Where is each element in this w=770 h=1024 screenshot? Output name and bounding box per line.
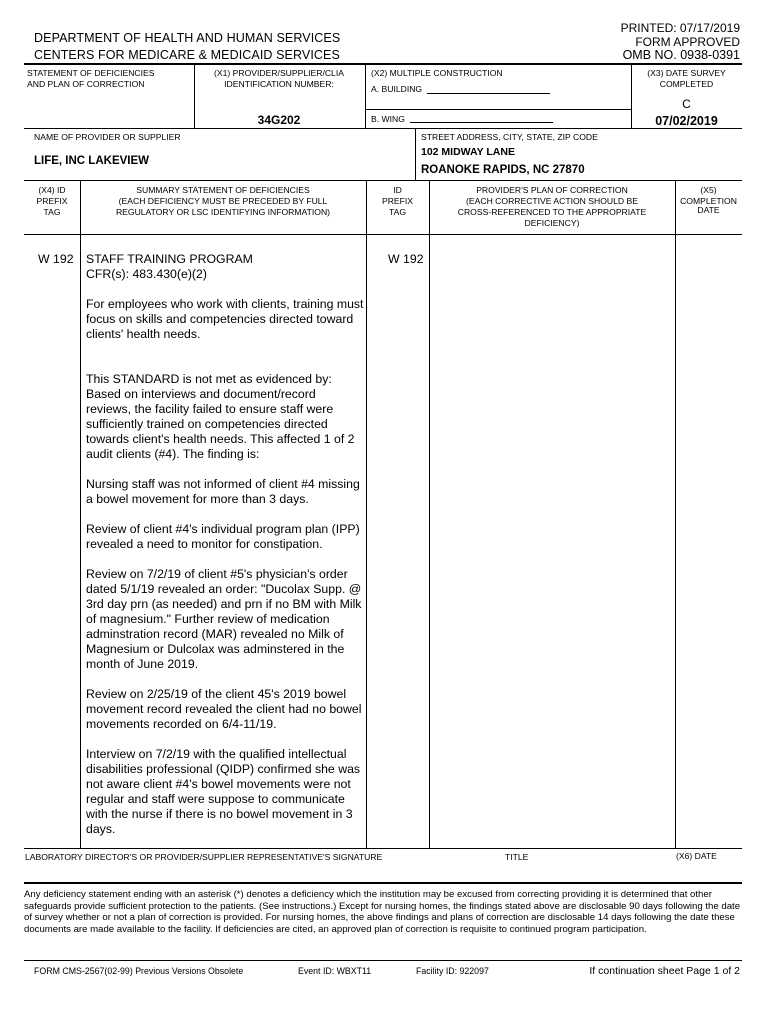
street-address: 102 MIDWAY LANE [421, 146, 515, 158]
column-line [429, 180, 430, 848]
form-approved: FORM APPROVED [635, 35, 740, 49]
divider [24, 882, 742, 884]
deficiency-paragraph: For employees who work with clients, training must focus on skills and competencies directed toward clients' health needs. [86, 297, 364, 341]
deficiency-paragraph: This STANDARD is not met as evidenced by: Based on interviews and document/record reviews, the facility failed to ensure staff were sufficiently trained on competencies directed towards client's health needs. This affected 1 of 2 audit clients (#4). The finding is: [86, 372, 355, 461]
divider [24, 234, 742, 235]
deficiency-cfr: CFR(s): 483.430(e)(2) [86, 267, 207, 281]
summary-header-3: REGULATORY OR LSC IDENTIFYING INFORMATION) [115, 207, 331, 217]
id-header-2: PREFIX [381, 196, 414, 206]
title-label: TITLE [505, 852, 529, 862]
deficiency-paragraph: Nursing staff was not informed of client #4 missing a bowel movement for more than 3 days. [86, 477, 360, 506]
id-prefix-tag: W 192 [388, 252, 424, 266]
survey-date: 07/02/2019 [655, 114, 718, 128]
divider [24, 128, 742, 129]
divider [365, 109, 631, 110]
x5-header-1: (X5) [700, 185, 717, 195]
x1-label-2: IDENTIFICATION NUMBER: [224, 79, 334, 89]
form-number: FORM CMS-2567(02-99) Previous Versions Obsolete [34, 966, 244, 976]
divider [365, 63, 366, 128]
statement-label-2: AND PLAN OF CORRECTION [27, 79, 145, 89]
provider-id-number: 34G202 [257, 113, 301, 127]
prefix-tag: W 192 [38, 252, 74, 266]
department-title: DEPARTMENT OF HEALTH AND HUMAN SERVICES [34, 31, 341, 45]
x4-header-2: PREFIX [36, 196, 68, 206]
centers-title: CENTERS FOR MEDICARE & MEDICAID SERVICES [34, 48, 340, 62]
x2-label: (X2) MULTIPLE CONSTRUCTION [371, 68, 503, 78]
building-line [427, 93, 550, 94]
x4-header-3: TAG [43, 207, 61, 217]
disclosure-notice: Any deficiency statement ending with an asterisk (*) denotes a deficiency which the institution may be excused from correcting providing it is determined that other safeguards provide sufficient protection to the patients. (See instructions.) Except for nursing homes, the findings stated above are disclosable 90 days following the date of survey whether or not a plan of correction is provided. For nursing homes, the above findings and plans of correction are disclosable 14 days following the date these documents are made available to the facility. If deficiencies are cited, an approved plan of correction is requisite to continued program participation. [24, 889, 741, 935]
plan-header-3: CROSS-REFERENCED TO THE APPROPRIATE [457, 207, 647, 217]
address-label: STREET ADDRESS, CITY, STATE, ZIP CODE [421, 132, 598, 142]
provider-name-label: NAME OF PROVIDER OR SUPPLIER [34, 132, 181, 142]
building-label: A. BUILDING [371, 84, 423, 94]
x5-header-2: COMPLETION [680, 196, 737, 206]
statement-label-1: STATEMENT OF DEFICIENCIES [27, 68, 155, 78]
omb-number: OMB NO. 0938-0391 [622, 48, 740, 62]
city-state-zip: ROANOKE RAPIDS, NC 27870 [421, 164, 585, 176]
summary-header-2: (EACH DEFICIENCY MUST BE PRECEDED BY FULL [118, 196, 328, 206]
column-line [675, 180, 676, 848]
column-line [80, 180, 81, 848]
top-rule [24, 63, 742, 65]
signature-label: LABORATORY DIRECTOR'S OR PROVIDER/SUPPLIER REPRESENTATIVE'S SIGNATURE [25, 852, 383, 862]
deficiency-title: STAFF TRAINING PROGRAM [86, 252, 253, 266]
deficiency-paragraph: Interview on 7/2/19 with the qualified intellectual disabilities professional (QIDP) confirmed she was not aware client #4's bowel movements were not regular and staff were suppose to communicate with the nurse if there is no bowel movement in 3 days. [86, 747, 361, 836]
deficiency-paragraph: Review on 7/2/19 of client #5's physician's order dated 5/1/19 revealed an order: "Ducolax Supp. @ 3rd day prn (as needed) and prn if no BM with Milk of magnesium." Further review of medication adminstration record (MAR) revealed no Milk of Magnesium or Dulcolax was adminstered in the month of June 2019. [86, 567, 362, 671]
page-continuation: If continuation sheet Page 1 of 2 [589, 965, 740, 977]
deficiency-paragraph: Review of client #4's individual program plan (IPP) revealed a need to monitor for constipation. [86, 522, 360, 551]
column-line [366, 180, 367, 848]
x6-date-label: (X6) DATE [676, 851, 717, 861]
plan-header-1: PROVIDER'S PLAN OF CORRECTION [476, 185, 628, 195]
survey-letter: C [682, 97, 691, 111]
plan-header-4: DEFICIENCY) [524, 218, 580, 228]
id-header-3: TAG [388, 207, 407, 217]
divider [415, 128, 416, 180]
divider [24, 180, 742, 181]
plan-header-2: (EACH CORRECTIVE ACTION SHOULD BE [466, 196, 638, 206]
provider-name: LIFE, INC LAKEVIEW [34, 155, 149, 167]
x4-header-1: (X4) ID [38, 185, 66, 195]
wing-line [410, 122, 553, 123]
x1-label-1: (X1) PROVIDER/SUPPLIER/CLIA [214, 68, 344, 78]
x5-header-3: DATE [697, 205, 720, 215]
deficiency-paragraph: Review on 2/25/19 of the client 45's 2019 bowel movement record revealed the client had no bowel movements recorded on 6/4-11/19. [86, 687, 362, 731]
id-header-1: ID [393, 185, 402, 195]
deficiency-summary [86, 252, 364, 852]
x3-label-2: COMPLETED [659, 79, 714, 89]
printed-date: PRINTED: 07/17/2019 [620, 21, 740, 35]
divider [24, 960, 742, 961]
facility-id: Facility ID: 922097 [416, 966, 489, 976]
event-id: Event ID: WBXT11 [298, 966, 372, 976]
summary-header-1: SUMMARY STATEMENT OF DEFICIENCIES [136, 185, 310, 195]
x3-label-1: (X3) DATE SURVEY [647, 68, 726, 78]
wing-label: B. WING [371, 114, 405, 124]
divider [24, 848, 742, 849]
